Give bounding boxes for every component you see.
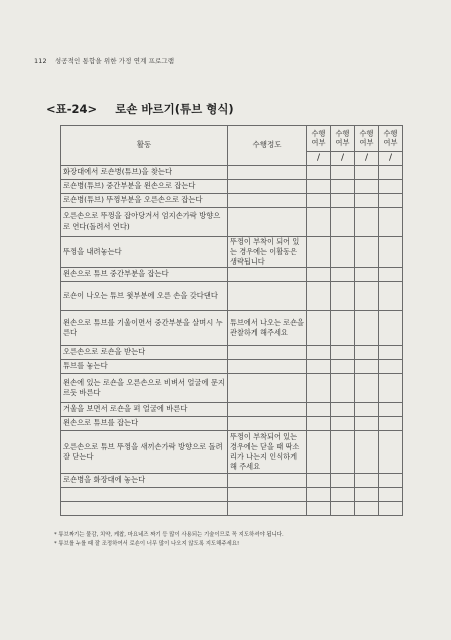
table-row	[61, 374, 403, 403]
degree-cell	[228, 180, 307, 194]
header-activity: 활동	[61, 126, 228, 166]
check-cell[interactable]	[379, 360, 403, 374]
activity-cell: 오른손으로 튜브 뚜껑을 새끼손가락 방향으로 돌려 잘 닫는다	[61, 431, 228, 474]
check-cell[interactable]	[331, 194, 355, 208]
check-cell[interactable]	[307, 374, 331, 403]
check-cell[interactable]	[379, 488, 403, 502]
activity-cell	[61, 502, 228, 516]
check-cell[interactable]	[355, 417, 379, 431]
table-row	[61, 311, 403, 346]
table-row	[61, 237, 403, 268]
table-row	[61, 194, 403, 208]
check-cell[interactable]	[307, 166, 331, 180]
check-cell[interactable]	[307, 194, 331, 208]
check-cell[interactable]	[355, 208, 379, 237]
check-cell[interactable]	[307, 208, 331, 237]
check-cell[interactable]	[331, 488, 355, 502]
header-check-3: 수행 여부	[355, 126, 379, 152]
activity-cell: 로숀병(튜브) 뚜껑부분을 오른손으로 잡는다	[61, 194, 228, 208]
degree-cell	[228, 417, 307, 431]
check-cell[interactable]	[307, 431, 331, 474]
check-cell[interactable]	[355, 431, 379, 474]
check-cell[interactable]	[331, 311, 355, 346]
activity-cell: 로숀이 나오는 튜브 윗부분에 오른 손을 갖다댄다	[61, 282, 228, 311]
check-cell[interactable]	[379, 180, 403, 194]
activity-cell: 오른손으로 로숀을 받는다	[61, 346, 228, 360]
check-cell[interactable]	[331, 346, 355, 360]
check-cell[interactable]	[307, 180, 331, 194]
check-cell[interactable]	[379, 268, 403, 282]
table-row	[61, 431, 403, 474]
check-cell[interactable]	[355, 474, 379, 488]
table-row	[61, 417, 403, 431]
check-cell[interactable]	[355, 403, 379, 417]
activity-cell: 튜브를 놓는다	[61, 360, 228, 374]
check-cell[interactable]	[379, 194, 403, 208]
degree-cell	[228, 374, 307, 403]
check-cell[interactable]	[355, 346, 379, 360]
footnotes	[54, 531, 284, 550]
header-check-1: 수행 여부	[307, 126, 331, 152]
check-cell[interactable]	[355, 268, 379, 282]
date-slash-2: /	[331, 152, 355, 166]
check-cell[interactable]	[307, 488, 331, 502]
check-cell[interactable]	[307, 311, 331, 346]
check-cell[interactable]	[331, 166, 355, 180]
degree-cell: 뚜껑이 부착이 되어 있는 경우에는 이활동은 생략됩니다	[228, 237, 307, 268]
activity-cell: 왼손으로 튜브 중간부분을 잡는다	[61, 268, 228, 282]
date-slash-1: /	[307, 152, 331, 166]
degree-cell	[228, 282, 307, 311]
table-name: 로숀 바르기(튜브 형식)	[115, 102, 234, 116]
table-row	[61, 502, 403, 516]
check-cell[interactable]	[331, 374, 355, 403]
table-row	[61, 166, 403, 180]
activity-cell: 왼손으로 튜브를 잡는다	[61, 417, 228, 431]
check-cell[interactable]	[331, 237, 355, 268]
degree-cell	[228, 360, 307, 374]
activity-cell: 로숀병을 화장대에 놓는다	[61, 474, 228, 488]
check-cell[interactable]	[379, 502, 403, 516]
table-tag: <표-24>	[46, 102, 98, 116]
degree-cell	[228, 166, 307, 180]
table-row	[61, 403, 403, 417]
degree-cell: 뚜껑이 부착되어 있는 경우에는 닫을 때 딱소리가 나는지 인식하게 해 주세요	[228, 431, 307, 474]
activity-cell: 뚜껑을 내려놓는다	[61, 237, 228, 268]
check-cell[interactable]	[331, 403, 355, 417]
header-check-4: 수행 여부	[379, 126, 403, 152]
degree-cell	[228, 208, 307, 237]
check-cell[interactable]	[307, 282, 331, 311]
activity-cell: 거울을 보면서 로숀을 펴 얼굴에 바른다	[61, 403, 228, 417]
check-cell[interactable]	[379, 208, 403, 237]
degree-cell	[228, 403, 307, 417]
degree-cell	[228, 194, 307, 208]
check-cell[interactable]	[331, 431, 355, 474]
check-cell[interactable]	[355, 282, 379, 311]
check-cell[interactable]	[355, 488, 379, 502]
table-row	[61, 208, 403, 237]
activity-cell: 화장대에서 로숀병(튜브)을 찾는다	[61, 166, 228, 180]
page-number: 112	[34, 57, 47, 65]
check-cell[interactable]	[331, 360, 355, 374]
check-cell[interactable]	[355, 166, 379, 180]
check-cell[interactable]	[307, 346, 331, 360]
check-cell[interactable]	[307, 417, 331, 431]
table-row	[61, 180, 403, 194]
activity-cell: 로숀병(튜브) 중간부분을 왼손으로 잡는다	[61, 180, 228, 194]
check-cell[interactable]	[379, 403, 403, 417]
degree-cell	[228, 268, 307, 282]
header-degree: 수행정도	[228, 126, 307, 166]
table-title	[46, 101, 234, 117]
check-cell[interactable]	[307, 360, 331, 374]
footnote: * 튜브짜기는 물감, 치약, 케찹, 마요네즈 짜기 등 많이 사용되는 기술이므로 꼭 지도하셔야 됩니다.	[54, 532, 284, 538]
table-row	[61, 346, 403, 360]
check-cell[interactable]	[355, 311, 379, 346]
check-cell[interactable]	[307, 474, 331, 488]
check-cell[interactable]	[331, 268, 355, 282]
check-cell[interactable]	[379, 237, 403, 268]
check-cell[interactable]	[307, 403, 331, 417]
table-row	[61, 474, 403, 488]
check-cell[interactable]	[331, 282, 355, 311]
activity-cell: 오른손으로 뚜껑을 잡아당겨서 엄지손가락 방향으로 연다(돌려서 연다)	[61, 208, 228, 237]
check-cell[interactable]	[355, 502, 379, 516]
check-cell[interactable]	[379, 282, 403, 311]
check-cell[interactable]	[331, 417, 355, 431]
check-cell[interactable]	[379, 374, 403, 403]
page-header	[34, 56, 174, 65]
check-cell[interactable]	[307, 237, 331, 268]
header-check-2: 수행 여부	[331, 126, 355, 152]
check-cell[interactable]	[355, 194, 379, 208]
activity-cell: 왼손으로 튜브를 기울이면서 중간부분을 살며시 누른다	[61, 311, 228, 346]
activity-cell: 왼손에 있는 로숀을 오른손으로 비벼서 얼굴에 문지르듯 바른다	[61, 374, 228, 403]
check-cell[interactable]	[379, 311, 403, 346]
table-row	[61, 268, 403, 282]
date-slash-4: /	[379, 152, 403, 166]
degree-cell	[228, 474, 307, 488]
degree-cell: 튜브에서 나오는 로숀을 관찰하게 해주세요	[228, 311, 307, 346]
check-cell[interactable]	[379, 346, 403, 360]
activity-cell	[61, 488, 228, 502]
check-cell[interactable]	[379, 417, 403, 431]
check-cell[interactable]	[355, 237, 379, 268]
check-cell[interactable]	[307, 502, 331, 516]
check-cell[interactable]	[355, 360, 379, 374]
check-cell[interactable]	[331, 474, 355, 488]
footnote: * 튜브를 누를 때 잘 조정하여서 로숀이 너무 많이 나오지 않도록 지도해주세요!	[54, 541, 240, 548]
table-row	[61, 360, 403, 374]
degree-cell	[228, 488, 307, 502]
checklist-body	[61, 166, 403, 516]
check-cell[interactable]	[307, 268, 331, 282]
degree-cell	[228, 502, 307, 516]
check-cell[interactable]	[379, 474, 403, 488]
activity-checklist-table	[60, 125, 403, 516]
check-cell[interactable]	[379, 166, 403, 180]
check-cell[interactable]	[331, 502, 355, 516]
table-row	[61, 282, 403, 311]
degree-cell	[228, 346, 307, 360]
book-title: 성공적인 통합을 위한 가정 연계 프로그램	[54, 57, 175, 65]
check-cell[interactable]	[379, 431, 403, 474]
check-cell[interactable]	[331, 208, 355, 237]
check-cell[interactable]	[331, 180, 355, 194]
check-cell[interactable]	[355, 374, 379, 403]
table-row	[61, 488, 403, 502]
check-cell[interactable]	[355, 180, 379, 194]
date-slash-3: /	[355, 152, 379, 166]
